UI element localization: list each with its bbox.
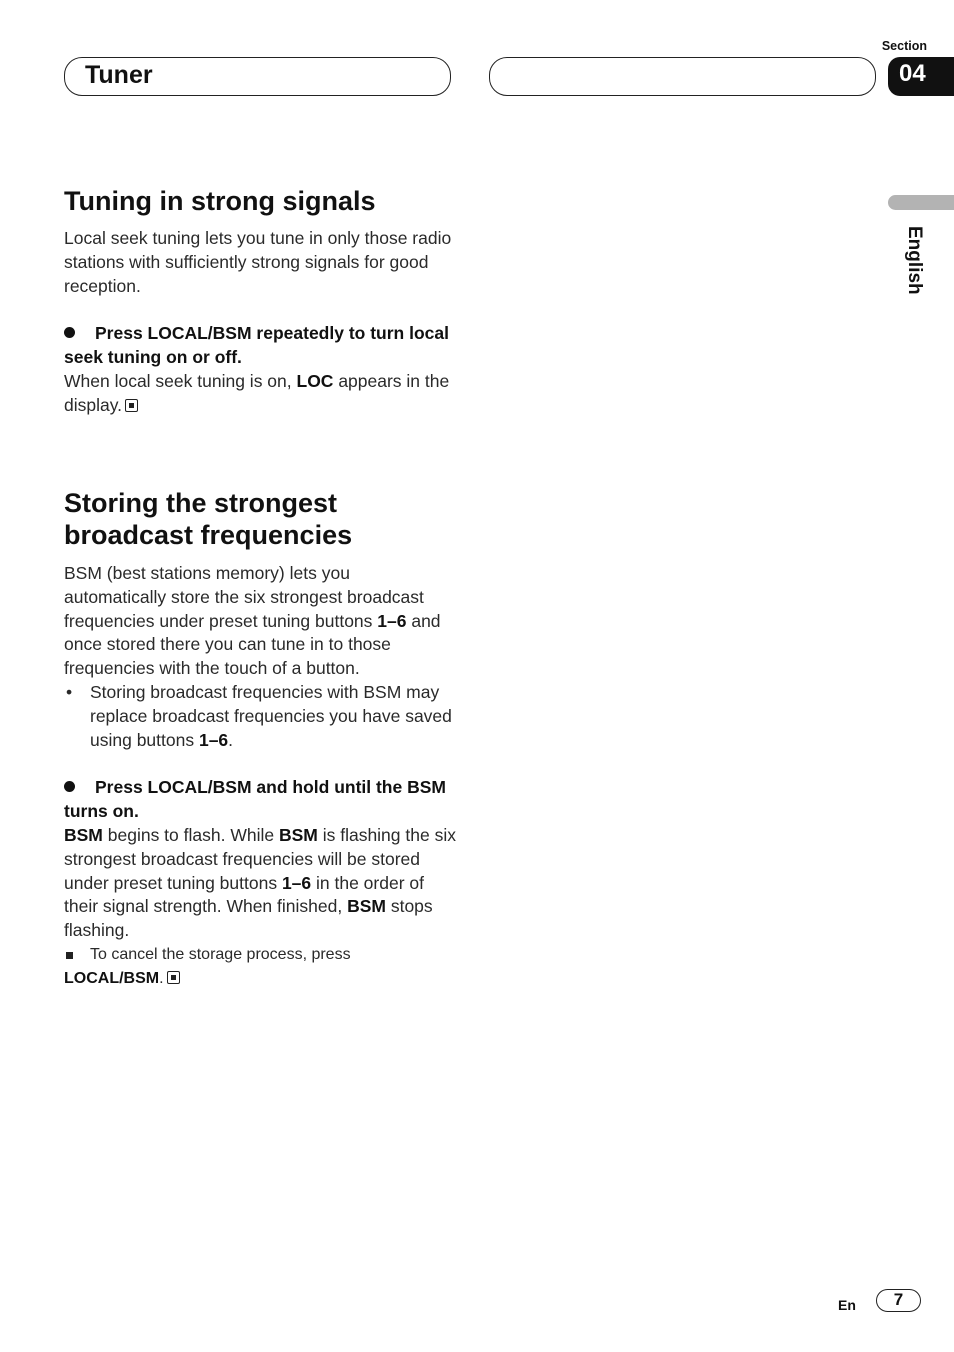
end-of-section-icon [125,399,138,412]
result-text: begins to flash. While [102,824,279,845]
step-bullet-icon [64,781,75,792]
note-item [64,943,456,967]
note-bold: LOCAL/BSM [64,969,160,987]
result-paragraph [64,370,456,418]
note-square-icon [66,952,73,959]
chapter-title-frame [64,57,451,96]
bullet-icon: • [66,681,73,702]
note-continuation [64,967,456,991]
step-instruction [64,776,456,824]
note-text: To cancel the storage process, press [90,945,351,963]
result-bold: BSM [278,824,318,845]
bullet-text: Storing broadcast frequencies with BSM may replace broadcast frequencies you have saved using buttons [90,681,452,750]
step-text: Press LOCAL/BSM repeatedly to turn local seek tuning on or off. [64,323,449,368]
step-bullet-icon [64,327,75,338]
language-label: English [904,226,925,295]
note-text-end: . [159,969,164,987]
section-label: Section [881,39,927,53]
end-of-section-icon [167,971,180,984]
step-instruction [64,322,456,370]
section-tuning-strong-signals [64,185,456,418]
result-text: is flashing the six strongest broadcast frequencies will be stored under preset tuning buttons [64,824,456,893]
result-text: When local seek tuning is on, [64,370,297,391]
heading-tuning-strong-signals: Tuning in strong signals [64,186,376,216]
intro-text: BSM (best stations memory) lets you automatically store the six strongest broadcast frequencies under preset tuning buttons [64,563,424,631]
page-number: 7 [876,1289,921,1312]
section-number: 04 [888,57,954,96]
bullet-bold: 1–6 [198,729,229,750]
result-bold: LOC [296,370,334,391]
result-paragraph [64,824,456,943]
intro-text-end: and once stored there you can tune in to those frequencies with the touch of a button. [64,610,441,679]
language-tab [888,195,954,210]
result-bold: 1–6 [281,872,312,893]
intro-paragraph: Local seek tuning lets you tune in only those radio stations with sufficiently strong signals for good reception. [64,228,452,296]
chapter-title: Tuner [85,61,153,89]
section-storing-strongest [64,487,456,991]
intro-bold: 1–6 [377,610,407,631]
empty-header-frame [489,57,876,96]
heading-storing-strongest: Storing the strongest broadcast frequencies [64,488,353,550]
bullet-text-end: . [228,729,234,750]
intro-paragraph [64,562,456,681]
bullet-item [64,681,456,752]
footer-language-code: En [838,1297,856,1313]
result-bold: BSM [64,824,103,845]
result-bold: BSM [347,896,386,917]
result-text: in the order of their signal strength. When finished, [64,872,424,917]
step-text: Press LOCAL/BSM and hold until the BSM turns on. [64,777,446,822]
result-text: stops flashing. [64,896,433,941]
result-text-end: appears in the display. [64,370,450,415]
